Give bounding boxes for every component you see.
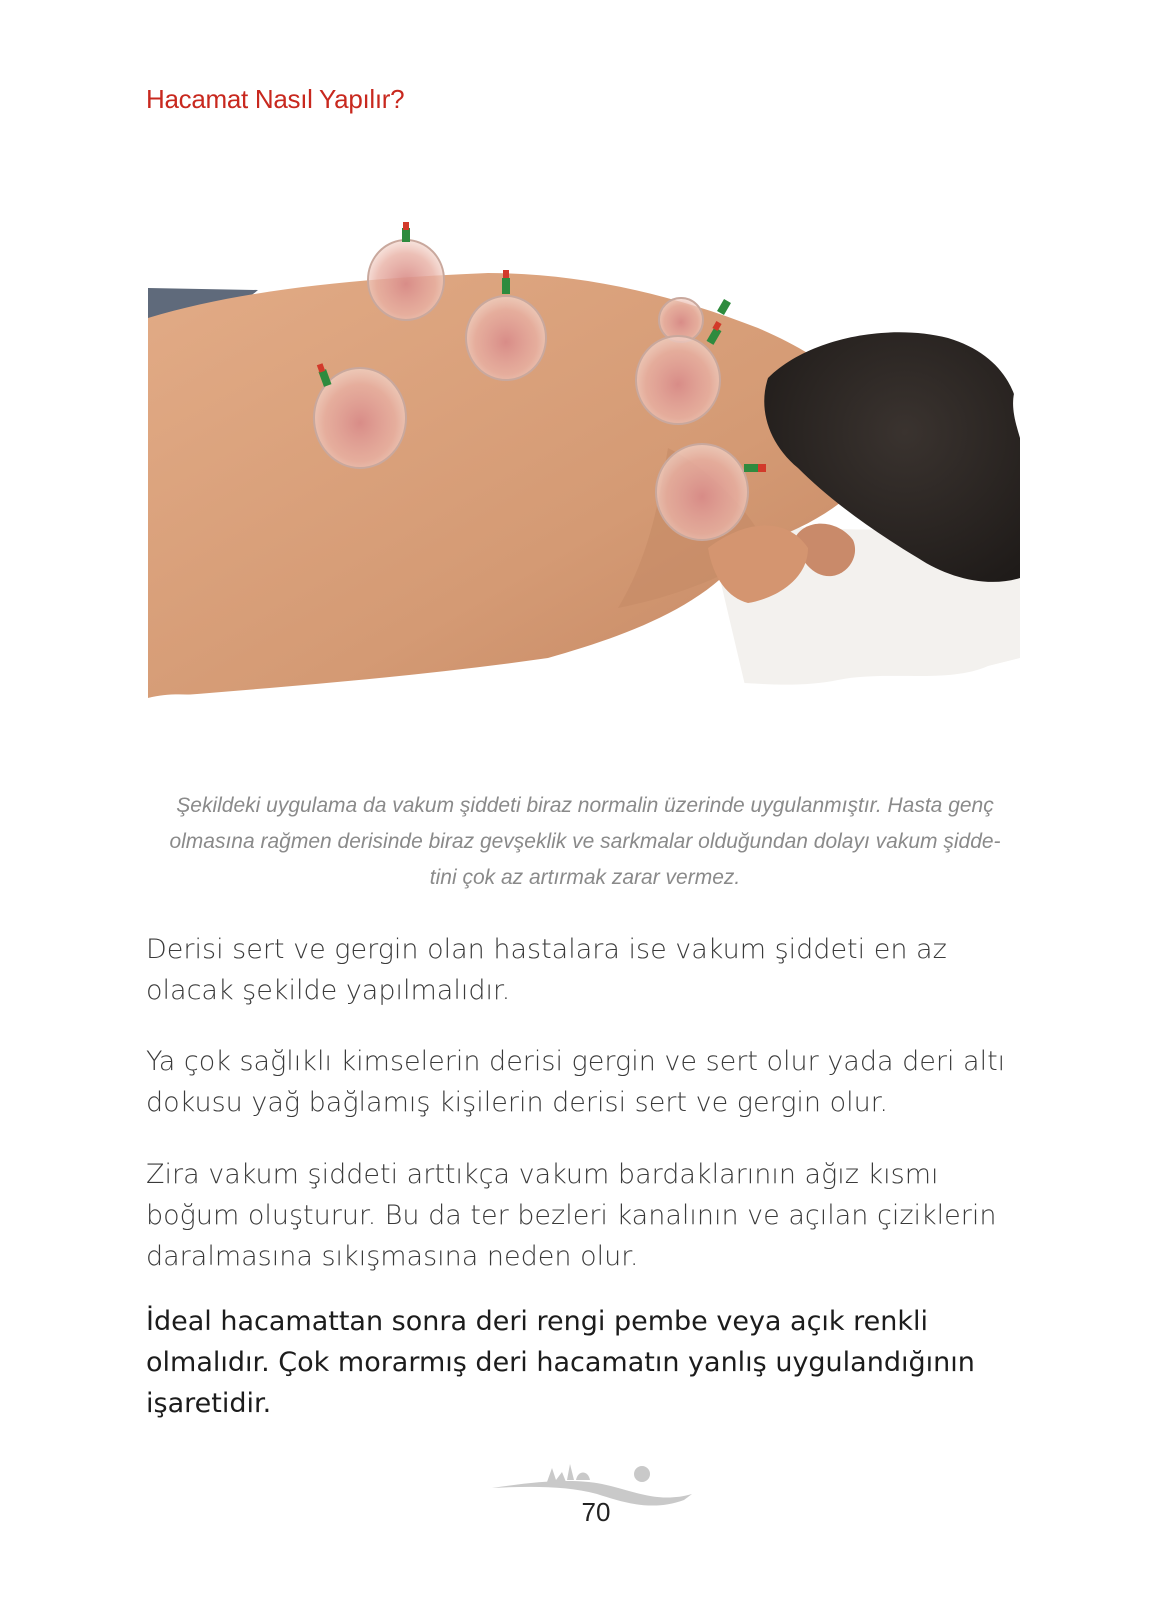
cupping-therapy-photo [148,218,1020,743]
caption-line-2: olmasına rağmen derisinde biraz gevşeklik ve sarkmalar olduğundan dolayı vakum şidde- [169,830,1001,853]
caption-line-3: tini çok az artırmak zarar vermez. [429,866,741,889]
body-paragraph-3: Zira vakum şiddeti arttıkça vakum bardaklarının ağız kısmı boğum oluşturur. Bu da ter bezleri kanalının ve açılan çiziklerin daralmasına sıkışmasına neden olur. [146,1159,997,1272]
figure-caption [146,788,1024,896]
page-section-title: Hacamat Nasıl Yapılır? [146,84,405,114]
caption-line-1: Şekildeki uygulama da vakum şiddeti biraz normalin üzerinde uygulanmıştır. Hasta genç [176,794,994,817]
body-paragraph-2: Ya çok sağlıklı kimselerin derisi gergin ve sert olur yada deri altı dokusu yağ bağlamış kişilerin derisi sert ve gergin olur. [146,1046,1006,1118]
body-paragraph-1: Derisi sert ve gergin olan hastalara ise vakum şiddeti en az olacak şekilde yapılmalıdır. [146,934,947,1006]
page-number: 70 [581,1497,611,1527]
body-paragraph-4-emphasis: İdeal hacamattan sonra deri rengi pembe veya açık renkli olmalıdır. Çok morarmış deri hacamatın yanlış uygulandığının işaretidir. [146,1306,975,1419]
